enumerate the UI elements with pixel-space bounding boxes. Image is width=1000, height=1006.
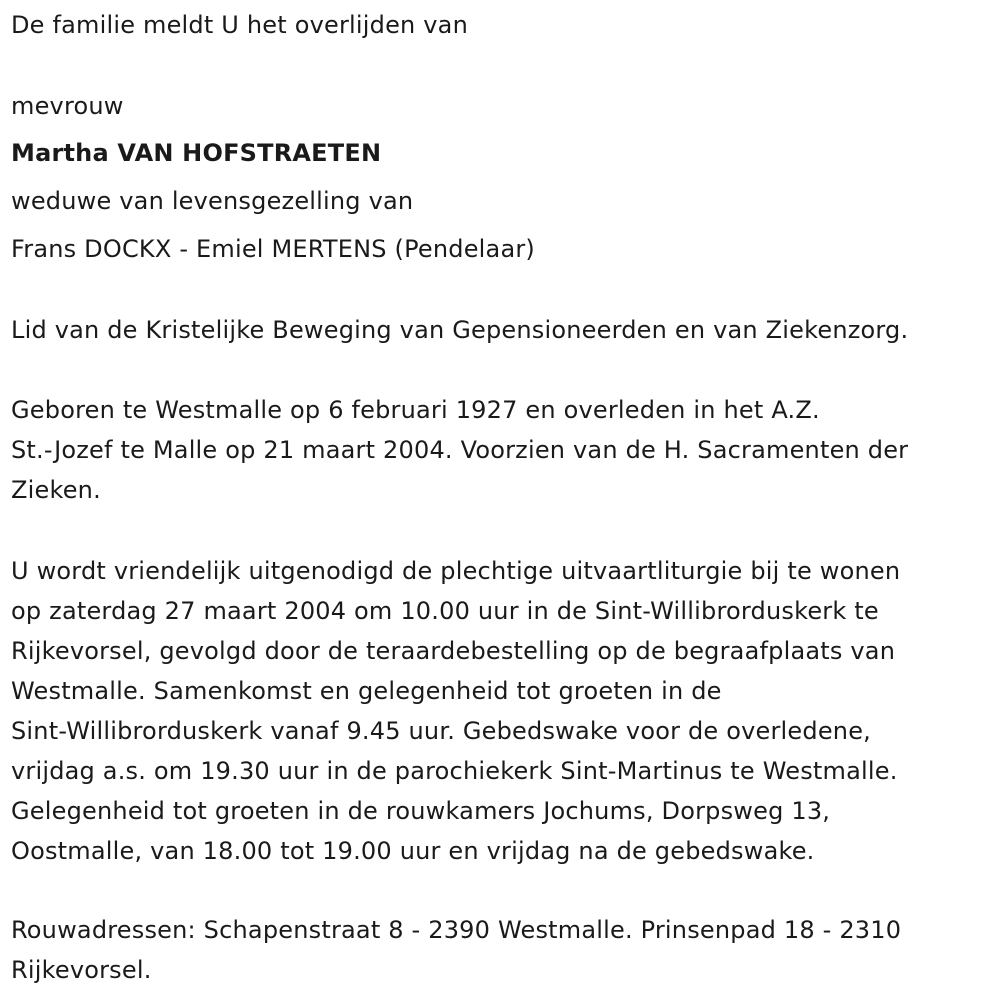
funeral-line: Gelegenheid tot groeten in de rouwkamers Jochums, Dorpsweg 13, <box>11 797 831 825</box>
deceased-name: Martha VAN HOFSTRAETEN <box>11 139 382 167</box>
relation-line: weduwe van levensgezelling van <box>11 187 414 215</box>
funeral-line: vrijdag a.s. om 19.30 uur in de parochiekerk Sint-Martinus te Westmalle. <box>11 757 898 785</box>
funeral-line: Oostmalle, van 18.00 tot 19.00 uur en vrijdag na de gebedswake. <box>11 837 815 865</box>
intro-text: De familie meldt U het overlijden van <box>11 11 468 39</box>
address-line: Rijkevorsel. <box>11 956 152 984</box>
birth-line: Zieken. <box>11 476 101 504</box>
funeral-line: U wordt vriendelijk uitgenodigd de plechtige uitvaartliturgie bij te wonen <box>11 557 901 585</box>
birth-line: St.-Jozef te Malle op 21 maart 2004. Voorzien van de H. Sacramenten der <box>11 436 909 464</box>
funeral-line: op zaterdag 27 maart 2004 om 10.00 uur in de Sint-Willibrorduskerk te <box>11 597 879 625</box>
partners-line: Frans DOCKX - Emiel MERTENS (Pendelaar) <box>11 235 535 263</box>
membership-text: Lid van de Kristelijke Beweging van Gepensioneerden en van Ziekenzorg. <box>11 316 909 344</box>
salutation: mevrouw <box>11 92 124 120</box>
funeral-line: Sint-Willibrorduskerk vanaf 9.45 uur. Gebedswake voor de overledene, <box>11 717 871 745</box>
address-line: Rouwadressen: Schapenstraat 8 - 2390 Westmalle. Prinsenpad 18 - 2310 <box>11 916 902 944</box>
birth-line: Geboren te Westmalle op 6 februari 1927 en overleden in het A.Z. <box>11 396 820 424</box>
funeral-line: Rijkevorsel, gevolgd door de teraardebestelling op de begraafplaats van <box>11 637 896 665</box>
funeral-line: Westmalle. Samenkomst en gelegenheid tot groeten in de <box>11 677 722 705</box>
